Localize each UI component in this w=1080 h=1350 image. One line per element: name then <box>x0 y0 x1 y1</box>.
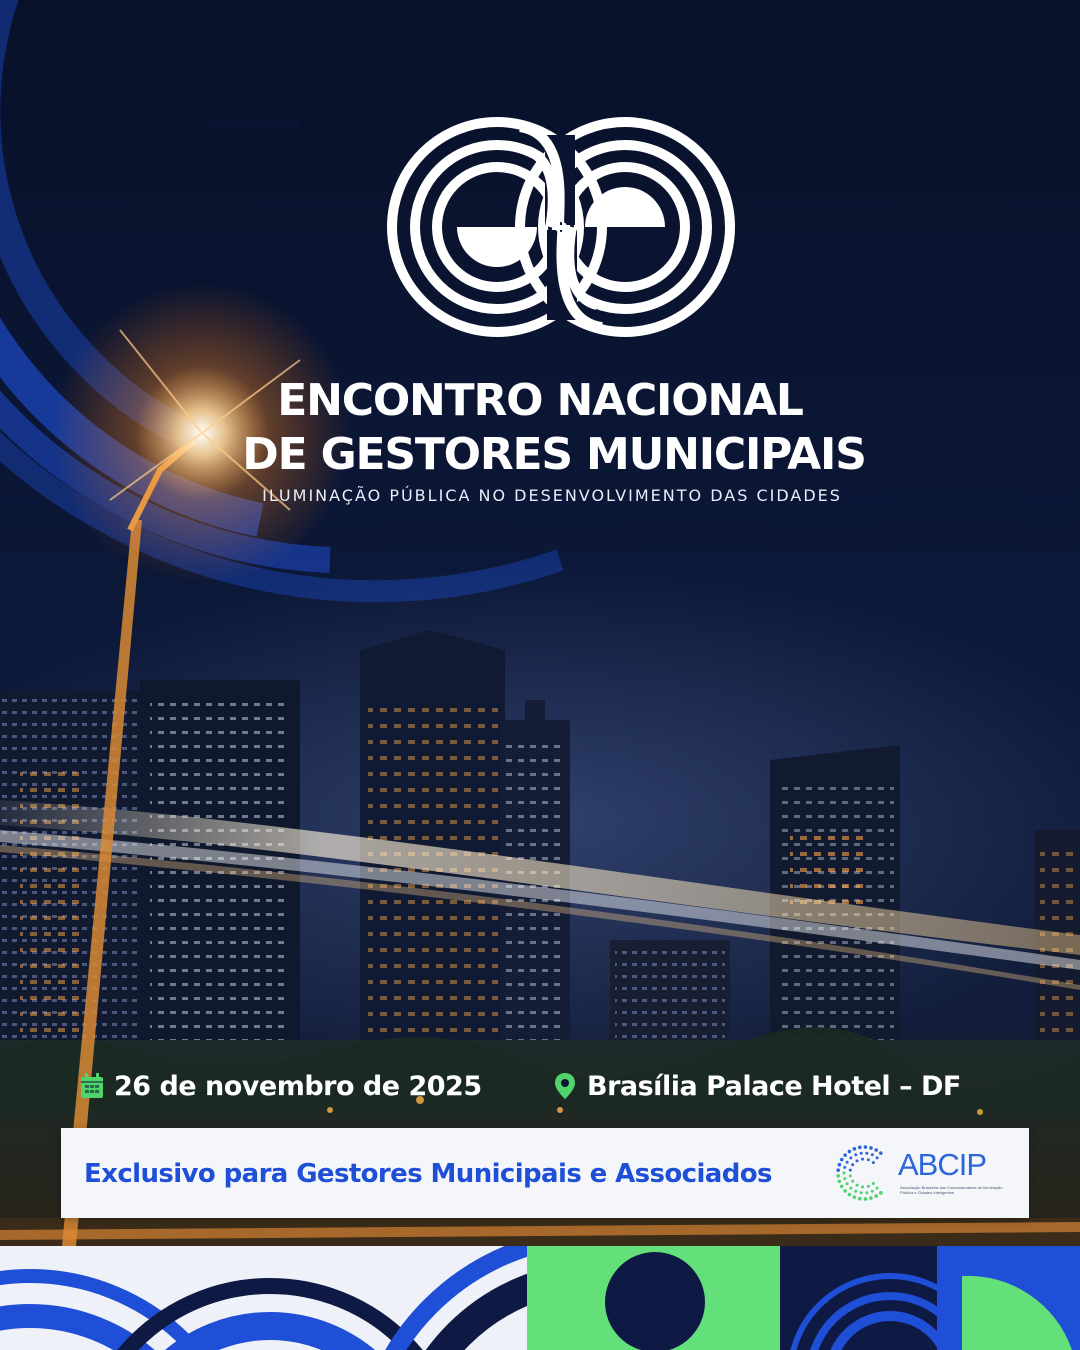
partner-mark-dot <box>846 1182 849 1185</box>
calendar-icon <box>80 1072 104 1100</box>
event-title-line1: ENCONTRO NACIONAL <box>277 375 803 426</box>
event-title-line2: DE GESTORES MUNICIPAIS <box>242 429 866 480</box>
partner-mark-dot <box>861 1185 864 1188</box>
partner-mark-dot <box>848 1150 852 1154</box>
partner-mark-dot <box>871 1190 874 1193</box>
partner-mark-dot <box>860 1191 863 1194</box>
event-title <box>0 374 1080 482</box>
partner-mark-dot <box>871 1153 874 1156</box>
partner-mark-dot <box>874 1148 878 1152</box>
event-location-text: Brasília Palace Hotel – DF <box>587 1070 961 1102</box>
partner-mark-dot <box>869 1146 873 1150</box>
partner-mark-dot <box>864 1145 868 1149</box>
partner-mark-dot <box>869 1196 873 1200</box>
partner-mark-dot <box>856 1159 859 1162</box>
partner-mark-dot <box>848 1193 852 1197</box>
audience-banner-text: Exclusivo para Gestores Municipais e Associados <box>84 1159 772 1189</box>
decorative-pattern-strip <box>0 1246 1080 1350</box>
partner-mark-dot <box>851 1163 854 1166</box>
partner-mark-dot <box>858 1146 862 1150</box>
partner-mark-dot <box>843 1189 847 1193</box>
partner-mark-dot <box>836 1168 840 1172</box>
partner-mark-dot <box>849 1187 852 1190</box>
event-logo <box>385 115 737 340</box>
partner-mark-dot <box>843 1172 846 1175</box>
partner-dotted-c-icon <box>834 1143 894 1203</box>
partner-mark-dot <box>843 1153 847 1157</box>
partner-mark-dot <box>849 1156 852 1159</box>
partner-mark-dot <box>865 1191 868 1194</box>
event-location <box>553 1066 961 1106</box>
partner-mark-dot <box>879 1151 883 1155</box>
partner-mark-dot <box>879 1191 883 1195</box>
partner-mark-dot <box>843 1177 846 1180</box>
partner-mark-dot <box>853 1147 857 1151</box>
event-subtitle: ILUMINAÇÃO PÚBLICA NO DESENVOLVIMENTO DAS CIDADES <box>262 486 842 505</box>
partner-logo <box>834 1141 1006 1205</box>
partner-tagline: Associação Brasileira das Concessionárias de Iluminação Pública e Cidades Inteligentes <box>900 1185 1003 1195</box>
partner-mark-dot <box>854 1153 857 1156</box>
audience-banner <box>61 1128 1029 1218</box>
partner-mark-dot <box>861 1158 864 1161</box>
partner-mark-dot <box>860 1152 863 1155</box>
partner-mark-dot <box>864 1197 868 1201</box>
partner-mark-dot <box>872 1161 875 1164</box>
partner-mark-dot <box>840 1185 844 1189</box>
partner-mark-dot <box>838 1163 842 1167</box>
event-date <box>80 1066 482 1106</box>
partner-mark-dot <box>843 1166 846 1169</box>
partner-mark-dot <box>836 1174 840 1178</box>
partner-mark-dot <box>856 1184 859 1187</box>
partner-mark-dot <box>854 1190 857 1193</box>
partner-mark-dot <box>838 1180 842 1184</box>
partner-mark-dot <box>876 1187 879 1190</box>
partner-mark-dot <box>872 1182 875 1185</box>
map-pin-icon <box>553 1072 577 1100</box>
partner-mark-dot <box>849 1174 852 1177</box>
partner-mark-dot <box>851 1180 854 1183</box>
partner-mark-dot <box>846 1161 849 1164</box>
partner-mark-dot <box>849 1169 852 1172</box>
partner-mark-dot <box>858 1197 862 1201</box>
partner-mark-dot <box>867 1185 870 1188</box>
partner-mark-dot <box>840 1158 844 1162</box>
partner-mark-dot <box>876 1156 879 1159</box>
event-date-text: 26 de novembro de 2025 <box>114 1070 482 1102</box>
partner-mark-dot <box>865 1152 868 1155</box>
partner-mark-dot <box>874 1194 878 1198</box>
partner-mark-dot <box>853 1195 857 1199</box>
partner-name: ABCIP <box>898 1147 987 1182</box>
partner-mark-dot <box>867 1158 870 1161</box>
